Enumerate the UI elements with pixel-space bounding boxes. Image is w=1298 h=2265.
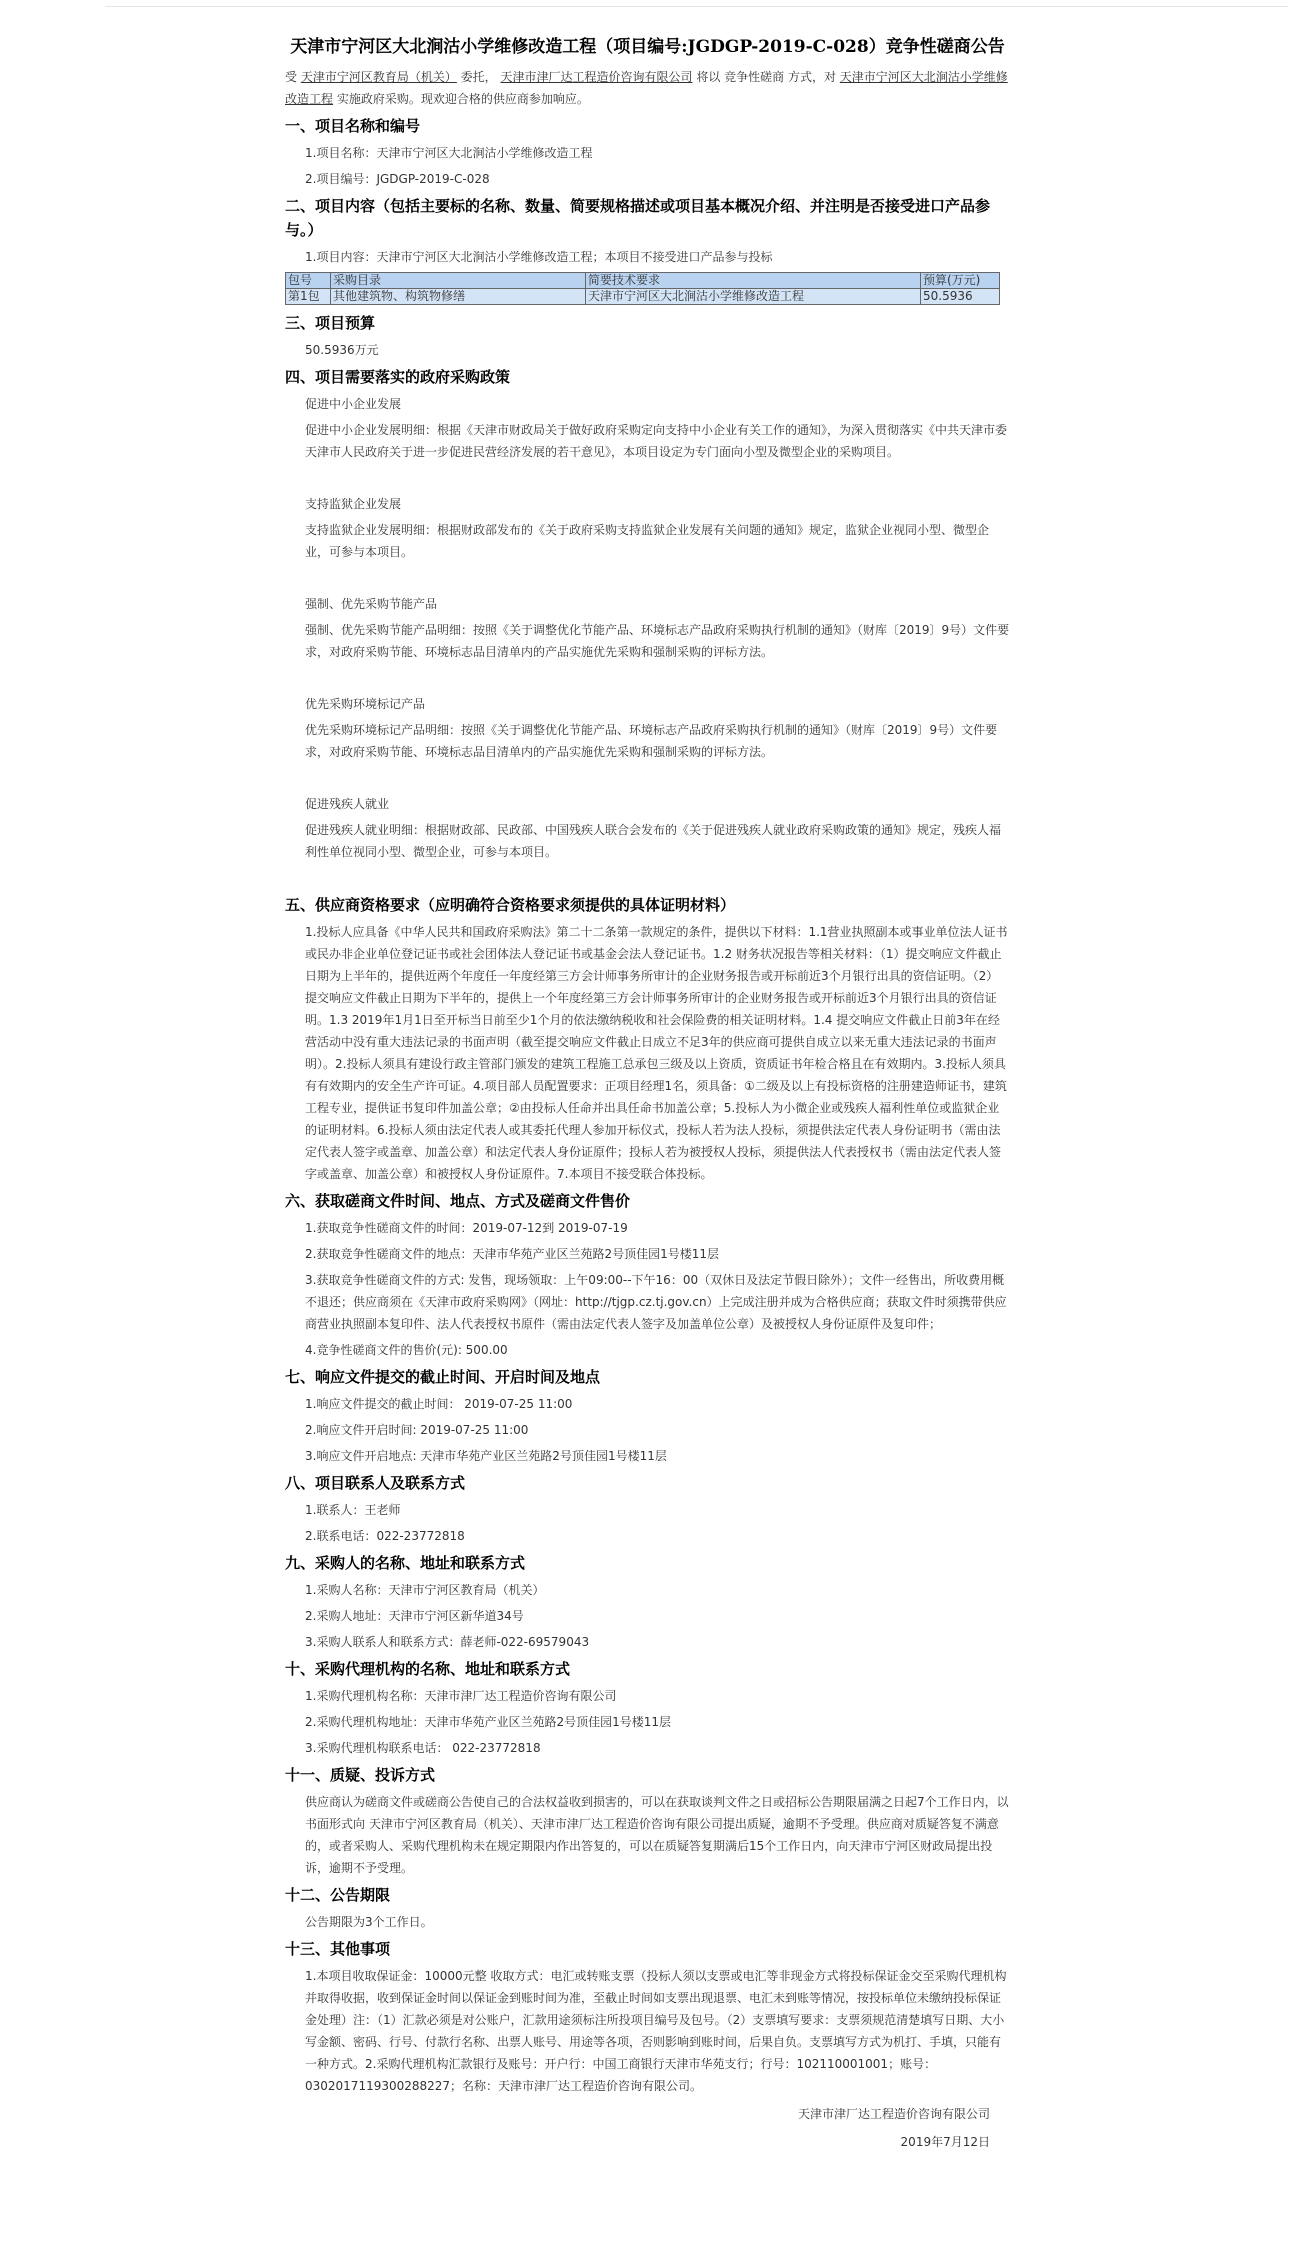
policy-detail: 支持监狱企业发展明细：根据财政部发布的《关于政府采购支持监狱企业发展有关问题的通知》规定，监狱企业视同小型、微型企业，可参与本项目。: [305, 523, 990, 559]
section-heading: 一、项目名称和编号: [285, 117, 421, 135]
section-heading: 五、供应商资格要求（应明确符合资格要求须提供的具体证明材料）: [285, 896, 736, 914]
obtain-place: 2.获取竞争性磋商文件的地点：天津市华苑产业区兰苑路2号顶佳园1号楼11层: [305, 1247, 719, 1261]
agency-contact: 3.采购代理机构联系电话： 022-23772818: [305, 1741, 541, 1755]
section-heading: 二、项目内容（包括主要标的名称、数量、简要规格描述或项目基本概况介绍、并注明是否接受进口产品参与。）: [285, 197, 991, 239]
table-header-cell: 简要技术要求: [586, 273, 921, 289]
table-header-cell: 采购目录: [331, 273, 586, 289]
contact-phone: 2.联系电话：022-23772818: [305, 1529, 465, 1543]
obtain-method: 3.获取竞争性磋商文件的方式: 发售，现场领取：上午09:00--下午16：00（双休日及法定节假日除外）；文件一经售出，所收费用概不退还；供应商须在《天津市政府采购网》（网址：http://tjgp.cz.tj.gov.cn）上完成注册并成为合格供应商；获取文件时须携带供应商营业执照副本复印件、法人代表授权书原件（需由法定代表人签字及加盖单位公章）及被授权人身份证原件及复印件；: [305, 1273, 1007, 1331]
agency-name-line: 1.采购代理机构名称：天津市津厂达工程造价咨询有限公司: [305, 1689, 617, 1703]
policy-title: 支持监狱企业发展: [305, 497, 402, 511]
table-cell: 其他建筑物、构筑物修缮: [331, 289, 586, 305]
section-heading: 七、响应文件提交的截止时间、开启时间及地点: [285, 1368, 601, 1386]
policy-title: 优先采购环境标记产品: [305, 697, 426, 711]
table-cell: 50.5936: [921, 289, 1000, 305]
intro-paragraph: [285, 66, 1010, 110]
other-matters-text: 1.本项目收取保证金：10000元整 收取方式：电汇或转账支票（投标人须以支票或电汇等非现金方式将投标保证金交至采购代理机构并取得收据，收到保证金时间以保证金到账时间为准，至截止时间如支票出现退票、电汇未到账等情况，按投标单位未缴纳投标保证金处理）注：（1）汇款必须是对公账户，汇款用途须标注所投项目编号及包号。（2）支票填写要求：支票须规范清楚填写日期、大小写金额、密码、行号、付款行名称、出票人账号、用途等各项，否则影响到账时间，后果自负。支票填写方式为机打、手填，只能有一种方式。2.采购代理机构汇款银行及账号：开户行：中国工商银行天津市华苑支行；行号：102110001001；账号：0302017119300288227；名称：天津市津厂达工程造价咨询有限公司。: [305, 1969, 1007, 2093]
purchaser-name: 天津市宁河区教育局（机关）: [300, 70, 457, 84]
section-heading: 八、项目联系人及联系方式: [285, 1474, 466, 1492]
section-heading: 四、项目需要落实的政府采购政策: [285, 368, 511, 386]
opening-time: 2.响应文件开启时间: 2019-07-25 11:00: [305, 1423, 529, 1437]
package-table: [285, 272, 1000, 305]
project-name-line: 1.项目名称：天津市宁河区大北涧沽小学维修改造工程: [305, 146, 593, 160]
project-content-line: 1.项目内容：天津市宁河区大北涧沽小学维修改造工程；本项目不接受进口产品参与投标: [305, 250, 773, 264]
table-row: [286, 289, 1000, 305]
intro-text: 将以 竞争性磋商 方式，对: [692, 70, 840, 84]
section-heading: 十三、其他事项: [285, 1940, 391, 1958]
agency-name: 天津市津厂达工程造价咨询有限公司: [500, 70, 693, 84]
intro-text: 委托，: [456, 70, 501, 84]
table-header-cell: 预算(万元): [921, 273, 1000, 289]
policy-detail: 强制、优先采购节能产品明细：按照《关于调整优化节能产品、环境标志产品政府采购执行机制的通知》（财库〔2019〕9号）文件要求，对政府采购节能、环境标志品目清单内的产品实施优先采购和强制采购的评标方法。: [305, 623, 1010, 659]
notice-period: 公告期限为3个工作日。: [305, 1915, 433, 1929]
section-heading: 十一、质疑、投诉方式: [285, 1766, 436, 1784]
announcement-document: [285, 20, 1010, 2153]
purchaser-name-line: 1.采购人名称：天津市宁河区教育局（机关）: [305, 1583, 545, 1597]
project-code-line: 2.项目编号：JGDGP-2019-C-028: [305, 172, 490, 186]
section-heading: 九、采购人的名称、地址和联系方式: [285, 1554, 526, 1572]
budget-amount: 50.5936万元: [305, 343, 379, 357]
table-cell: 天津市宁河区大北涧沽小学维修改造工程: [586, 289, 921, 305]
table-header-row: [286, 273, 1000, 289]
purchaser-contact: 3.采购人联系人和联系方式：薛老师-022-69579043: [305, 1635, 590, 1649]
agency-address: 2.采购代理机构地址：天津市华苑产业区兰苑路2号顶佳园1号楼11层: [305, 1715, 671, 1729]
policy-title: 促进残疾人就业: [305, 797, 390, 811]
policy-detail: 促进中小企业发展明细：根据《天津市财政局关于做好政府采购定向支持中小企业有关工作的通知》，为深入贯彻落实《中共天津市委天津市人民政府关于进一步促进民营经济发展的若干意见》，本项目设定为专门面向小型及微型企业的采购项目。: [305, 423, 1008, 459]
policy-title: 促进中小企业发展: [305, 397, 402, 411]
policy-detail: 优先采购环境标记产品明细：按照《关于调整优化节能产品、环境标志产品政府采购执行机制的通知》（财库〔2019〕9号）文件要求，对政府采购节能、环境标志品目清单内的产品实施优先采购和强制采购的评标方法。: [305, 723, 998, 759]
purchaser-address: 2.采购人地址：天津市宁河区新华道34号: [305, 1609, 524, 1623]
page-title: 天津市宁河区大北涧沽小学维修改造工程（项目编号:JGDGP-2019-C-028）竞争性磋商公告: [290, 37, 1005, 57]
submission-deadline: 1.响应文件提交的截止时间： 2019-07-25 11:00: [305, 1397, 573, 1411]
signature-org: 天津市津厂达工程造价咨询有限公司: [797, 2107, 990, 2121]
table-cell: 第1包: [286, 289, 331, 305]
complaint-text: 供应商认为磋商文件或磋商公告使自己的合法权益收到损害的，可以在获取谈判文件之日或招标公告期限届满之日起7个工作日内，以书面形式向 天津市宁河区教育局（机关）、天津市津厂达工程造价咨询有限公司提出质疑，逾期不予受理。供应商对质疑答复不满意的，或者采购人、采购代理机构未在规定期限内作出答复的，可以在质疑答复期满后15个工作日内，向天津市宁河区财政局提出投诉，逾期不予受理。: [305, 1795, 1009, 1875]
signature-date: 2019年7月12日: [900, 2135, 990, 2149]
document-price: 4.竞争性磋商文件的售价(元): 500.00: [305, 1343, 508, 1357]
section-heading: 三、项目预算: [285, 314, 376, 332]
section-heading: 十二、公告期限: [285, 1886, 391, 1904]
section-heading: 十、采购代理机构的名称、地址和联系方式: [285, 1660, 571, 1678]
contact-person: 1.联系人：王老师: [305, 1503, 401, 1517]
policy-title: 强制、优先采购节能产品: [305, 597, 438, 611]
section-heading: 六、获取磋商文件时间、地点、方式及磋商文件售价: [285, 1192, 631, 1210]
project-name: 天津市宁河区大北涧沽小学维修改造工程: [285, 70, 1008, 106]
top-divider: [105, 6, 1288, 7]
intro-text: 实施政府采购。现欢迎合格的供应商参加响应。: [333, 92, 589, 106]
qualification-text: 1.投标人应具备《中华人民共和国政府采购法》第二十二条第一款规定的条件，提供以下材料：1.1营业执照副本或事业单位法人证书或民办非企业单位登记证书或社会团体法人登记证书或基金会法人登记证书。1.2 财务状况报告等相关材料：（1）提交响应文件截止日期为上半年的，提供近两个年度任一年度经第三方会计师事务所审计的企业财务报告或开标前近3个月银行出具的资信证明。（2）提交响应文件截止日期为下半年的，提供上一个年度经第三方会计师事务所审计的企业财务报告或开标前近3个月银行出具的资信证明。1.3 2019年1月1日至开标当日前至少1个月的依法缴纳税收和社会保险费的相关证明材料。1.4 提交响应文件截止日前3年在经营活动中没有重大违法记录的书面声明（截至提交响应文件截止日成立不足3年的供应商可提供自成立以来无重大违法记录的书面声明）。2.投标人须具有建设行政主管部门颁发的建筑工程施工总承包三级及以上资质，资质证书年检合格且在有效期内。3.投标人须具有有效期内的安全生产许可证。4.项目部人员配置要求：正项目经理1名，须具备：①二级及以上有投标资格的注册建造师证书，建筑工程专业，提供证书复印件加盖公章；②由投标人任命并出具任命书加盖公章；5.投标人为小微企业或残疾人福利性单位或监狱企业的证明材料。6.投标人须由法定代表人或其委托代理人参加开标仪式，投标人若为法人投标，须提供法定代表人身份证明书（需由法定代表人签字或盖章、加盖公章）和法定代表人身份证原件；投标人若为被授权人投标，须提供法人代表授权书（需由法定代表人签字或盖章、加盖公章）和被授权人身份证原件。7.本项目不接受联合体投标。: [305, 925, 1008, 1181]
intro-text: 受: [285, 70, 301, 84]
opening-place: 3.响应文件开启地点: 天津市华苑产业区兰苑路2号顶佳园1号楼11层: [305, 1449, 667, 1463]
obtain-time: 1.获取竞争性磋商文件的时间：2019-07-12到 2019-07-19: [305, 1221, 628, 1235]
policy-detail: 促进残疾人就业明细：根据财政部、民政部、中国残疾人联合会发布的《关于促进残疾人就业政府采购政策的通知》规定，残疾人福利性单位视同小型、微型企业，可参与本项目。: [305, 823, 1002, 859]
table-header-cell: 包号: [286, 273, 331, 289]
